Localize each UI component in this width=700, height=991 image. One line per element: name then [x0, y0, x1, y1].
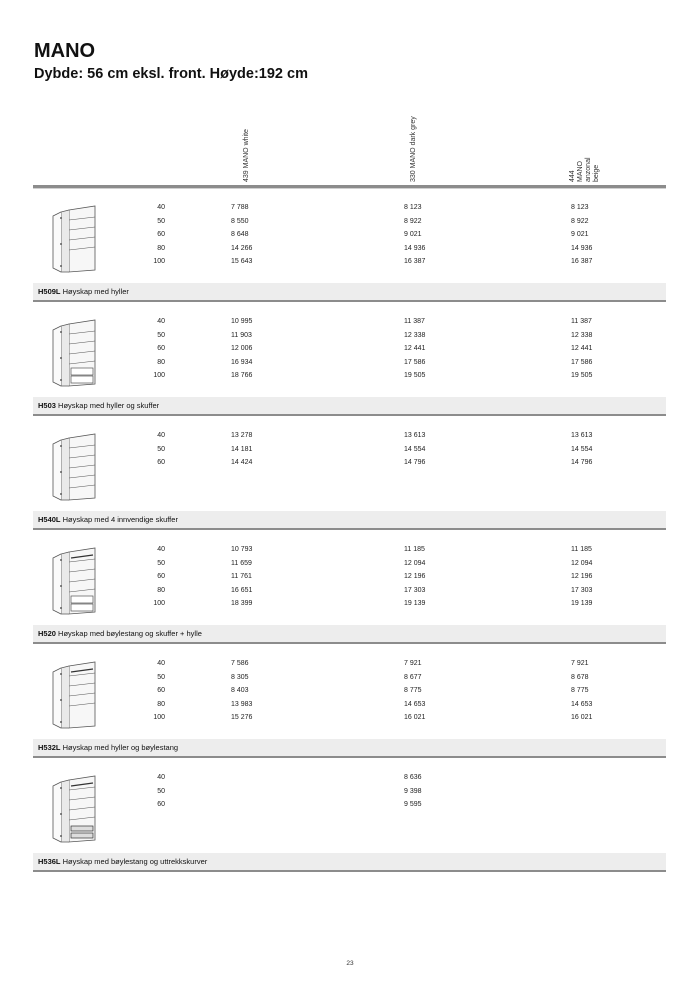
- price-white-cell: 12 006: [231, 345, 253, 352]
- price-dark-grey-cell: 12 338: [404, 331, 426, 339]
- table-row: [33, 216, 666, 229]
- table-row: [33, 772, 666, 785]
- group-divider: [33, 414, 666, 416]
- width-cell: 60: [157, 801, 165, 808]
- price-white-cell: 11 903: [231, 331, 252, 339]
- product-code: H509L: [38, 287, 61, 296]
- price-white-cell: 18 766: [231, 372, 253, 379]
- price-white-cell: 7 788: [231, 204, 249, 211]
- price-beige-cell: 12 094: [571, 559, 593, 567]
- price-dark-grey-cell: 14 653: [404, 700, 426, 708]
- width-cell: 50: [157, 445, 165, 453]
- price-dark-grey-cell: 8 677: [404, 673, 422, 681]
- page-number: 23: [346, 960, 354, 967]
- price-beige-cell: 14 796: [571, 459, 593, 466]
- product-label: [38, 629, 202, 638]
- price-beige-cell: 19 139: [571, 600, 593, 607]
- width-cell: 40: [157, 774, 165, 781]
- table-row: [33, 799, 666, 812]
- table-row: [33, 699, 666, 712]
- price-dark-grey-cell: 9 595: [404, 801, 422, 808]
- price-beige-cell: 12 338: [571, 331, 593, 339]
- table-row: [33, 658, 666, 671]
- width-cell: 80: [157, 244, 165, 252]
- product-label-band: [33, 511, 666, 528]
- width-cell: 50: [157, 559, 165, 567]
- price-dark-grey-cell: 8 922: [404, 217, 422, 225]
- price-white-cell: 13 278: [231, 432, 253, 439]
- column-header-dark-grey: [410, 112, 442, 182]
- price-white-cell: 11 761: [231, 573, 252, 580]
- product-code: H540L: [38, 515, 61, 524]
- column-header-white: [243, 112, 275, 182]
- product-group: [33, 652, 666, 764]
- product-group: [33, 538, 666, 650]
- product-code: H520: [38, 629, 56, 638]
- price-white-cell: 15 276: [231, 714, 253, 721]
- product-name: Høyskap med bøylestang og uttrekkskurver: [60, 857, 208, 866]
- price-beige-cell: 7 921: [571, 660, 589, 667]
- price-dark-grey-cell: 9 398: [404, 787, 422, 795]
- product-name: Høyskap med 4 innvendige skuffer: [60, 515, 178, 524]
- table-row: [33, 316, 666, 329]
- price-beige-cell: 9 021: [571, 231, 589, 238]
- table-row: [33, 343, 666, 356]
- price-dark-grey-cell: 7 921: [404, 660, 422, 667]
- price-beige-cell: 14 653: [571, 700, 593, 708]
- table-row: [33, 357, 666, 370]
- table-row: [33, 229, 666, 242]
- price-beige-cell: 8 922: [571, 217, 589, 225]
- product-label: [38, 743, 178, 752]
- product-code: H503: [38, 401, 56, 410]
- price-dark-grey-cell: 14 796: [404, 459, 426, 466]
- width-cell: 60: [157, 687, 165, 694]
- price-dark-grey-cell: 14 554: [404, 445, 426, 453]
- price-beige-cell: 14 936: [571, 244, 593, 252]
- product-label-band: [33, 625, 666, 642]
- product-name: Høyskap med hyller og bøylestang: [60, 743, 179, 752]
- price-beige-cell: 19 505: [571, 372, 593, 379]
- product-group: [33, 196, 666, 308]
- price-beige-cell: 17 586: [571, 358, 593, 366]
- price-white-cell: 15 643: [231, 258, 253, 265]
- price-white-cell: 16 934: [231, 358, 253, 366]
- price-white-cell: 8 305: [231, 673, 249, 681]
- price-white-cell: 18 399: [231, 600, 253, 607]
- price-white-cell: 8 648: [231, 231, 249, 238]
- column-header-label: 444 MANO anzonal beige: [569, 157, 600, 182]
- product-label-band: [33, 739, 666, 756]
- price-white-cell: 14 424: [231, 459, 253, 466]
- price-beige-cell: 14 554: [571, 445, 593, 453]
- price-white-cell: 16 651: [231, 586, 253, 594]
- width-cell: 40: [157, 318, 165, 325]
- price-dark-grey-cell: 11 387: [404, 318, 425, 325]
- width-cell: 40: [157, 660, 165, 667]
- table-row: [33, 598, 666, 611]
- price-beige-cell: 12 196: [571, 573, 593, 580]
- width-cell: 60: [157, 573, 165, 580]
- price-beige-cell: 13 613: [571, 432, 593, 439]
- page-subtitle: Dybde: 56 cm eksl. front. Høyde:192 cm: [34, 66, 308, 82]
- price-dark-grey-cell: 11 185: [404, 546, 425, 553]
- product-label: [38, 857, 207, 866]
- column-header-label: 439 MANO white: [243, 129, 250, 182]
- price-beige-cell: 8 678: [571, 673, 589, 681]
- width-cell: 40: [157, 204, 165, 211]
- width-cell: 100: [153, 258, 165, 265]
- price-dark-grey-cell: 12 196: [404, 573, 426, 580]
- price-beige-cell: 8 123: [571, 204, 589, 211]
- product-name: Høyskap med hyller og skuffer: [55, 401, 160, 410]
- width-cell: 100: [153, 600, 165, 607]
- group-divider: [33, 756, 666, 758]
- product-label-band: [33, 397, 666, 414]
- price-dark-grey-cell: 12 441: [404, 345, 426, 352]
- page-title: MANO: [34, 40, 96, 62]
- column-header-label: 330 MANO dark grey: [410, 116, 417, 182]
- width-cell: 100: [153, 372, 165, 379]
- width-cell: 40: [157, 432, 165, 439]
- table-row: [33, 256, 666, 269]
- width-cell: 60: [157, 231, 165, 238]
- price-dark-grey-cell: 8 123: [404, 204, 422, 211]
- table-row: [33, 544, 666, 557]
- price-dark-grey-cell: 16 021: [404, 714, 426, 721]
- price-white-cell: 13 983: [231, 700, 253, 708]
- group-divider: [33, 870, 666, 872]
- product-code: H532L: [38, 743, 61, 752]
- price-dark-grey-cell: 13 613: [404, 432, 426, 439]
- width-cell: 100: [153, 714, 165, 721]
- price-white-cell: 10 995: [231, 318, 253, 325]
- product-group: [33, 424, 666, 536]
- table-row: [33, 571, 666, 584]
- group-divider: [33, 528, 666, 530]
- price-white-cell: 14 181: [231, 445, 253, 453]
- price-beige-cell: 12 441: [571, 345, 593, 352]
- price-beige-cell: 11 185: [571, 546, 592, 553]
- width-cell: 50: [157, 331, 165, 339]
- table-row: [33, 370, 666, 383]
- table-row: [33, 685, 666, 698]
- width-cell: 50: [157, 217, 165, 225]
- table-row: [33, 330, 666, 343]
- price-white-cell: 11 659: [231, 559, 252, 567]
- table-row: [33, 786, 666, 799]
- price-beige-cell: 16 387: [571, 258, 593, 265]
- table-row: [33, 202, 666, 215]
- product-label: [38, 401, 159, 410]
- price-white-cell: 10 793: [231, 546, 253, 553]
- width-cell: 80: [157, 700, 165, 708]
- width-cell: 80: [157, 586, 165, 594]
- width-cell: 80: [157, 358, 165, 366]
- column-header-beige: [569, 112, 601, 182]
- width-cell: 50: [157, 787, 165, 795]
- price-beige-cell: 17 303: [571, 586, 593, 594]
- price-dark-grey-cell: 14 936: [404, 244, 426, 252]
- price-dark-grey-cell: 8 775: [404, 687, 422, 694]
- price-dark-grey-cell: 19 139: [404, 600, 426, 607]
- price-dark-grey-cell: 16 387: [404, 258, 426, 265]
- price-dark-grey-cell: 12 094: [404, 559, 426, 567]
- table-row: [33, 712, 666, 725]
- width-cell: 60: [157, 345, 165, 352]
- group-divider: [33, 642, 666, 644]
- price-beige-cell: 16 021: [571, 714, 593, 721]
- price-dark-grey-cell: 8 636: [404, 774, 422, 781]
- price-white-cell: 8 550: [231, 217, 249, 225]
- price-dark-grey-cell: 17 586: [404, 358, 426, 366]
- product-code: H536L: [38, 857, 61, 866]
- product-name: Høyskap med bøylestang og skuffer + hylle: [55, 629, 202, 638]
- price-dark-grey-cell: 19 505: [404, 372, 426, 379]
- product-label-band: [33, 853, 666, 870]
- price-white-cell: 8 403: [231, 687, 249, 694]
- table-row: [33, 457, 666, 470]
- header-divider-shadow: [33, 188, 666, 189]
- price-white-cell: 14 266: [231, 244, 253, 252]
- table-row: [33, 558, 666, 571]
- price-dark-grey-cell: 9 021: [404, 231, 422, 238]
- width-cell: 50: [157, 673, 165, 681]
- price-dark-grey-cell: 17 303: [404, 586, 426, 594]
- price-white-cell: 7 586: [231, 660, 249, 667]
- width-cell: 60: [157, 459, 165, 466]
- table-row: [33, 672, 666, 685]
- product-name: Høyskap med hyller: [60, 287, 129, 296]
- table-row: [33, 585, 666, 598]
- product-group: [33, 766, 666, 878]
- width-cell: 40: [157, 546, 165, 553]
- product-label: [38, 287, 129, 296]
- group-divider: [33, 300, 666, 302]
- table-row: [33, 444, 666, 457]
- product-label: [38, 515, 178, 524]
- price-beige-cell: 8 775: [571, 687, 589, 694]
- product-group: [33, 310, 666, 422]
- price-beige-cell: 11 387: [571, 318, 592, 325]
- table-row: [33, 243, 666, 256]
- table-row: [33, 430, 666, 443]
- product-label-band: [33, 283, 666, 300]
